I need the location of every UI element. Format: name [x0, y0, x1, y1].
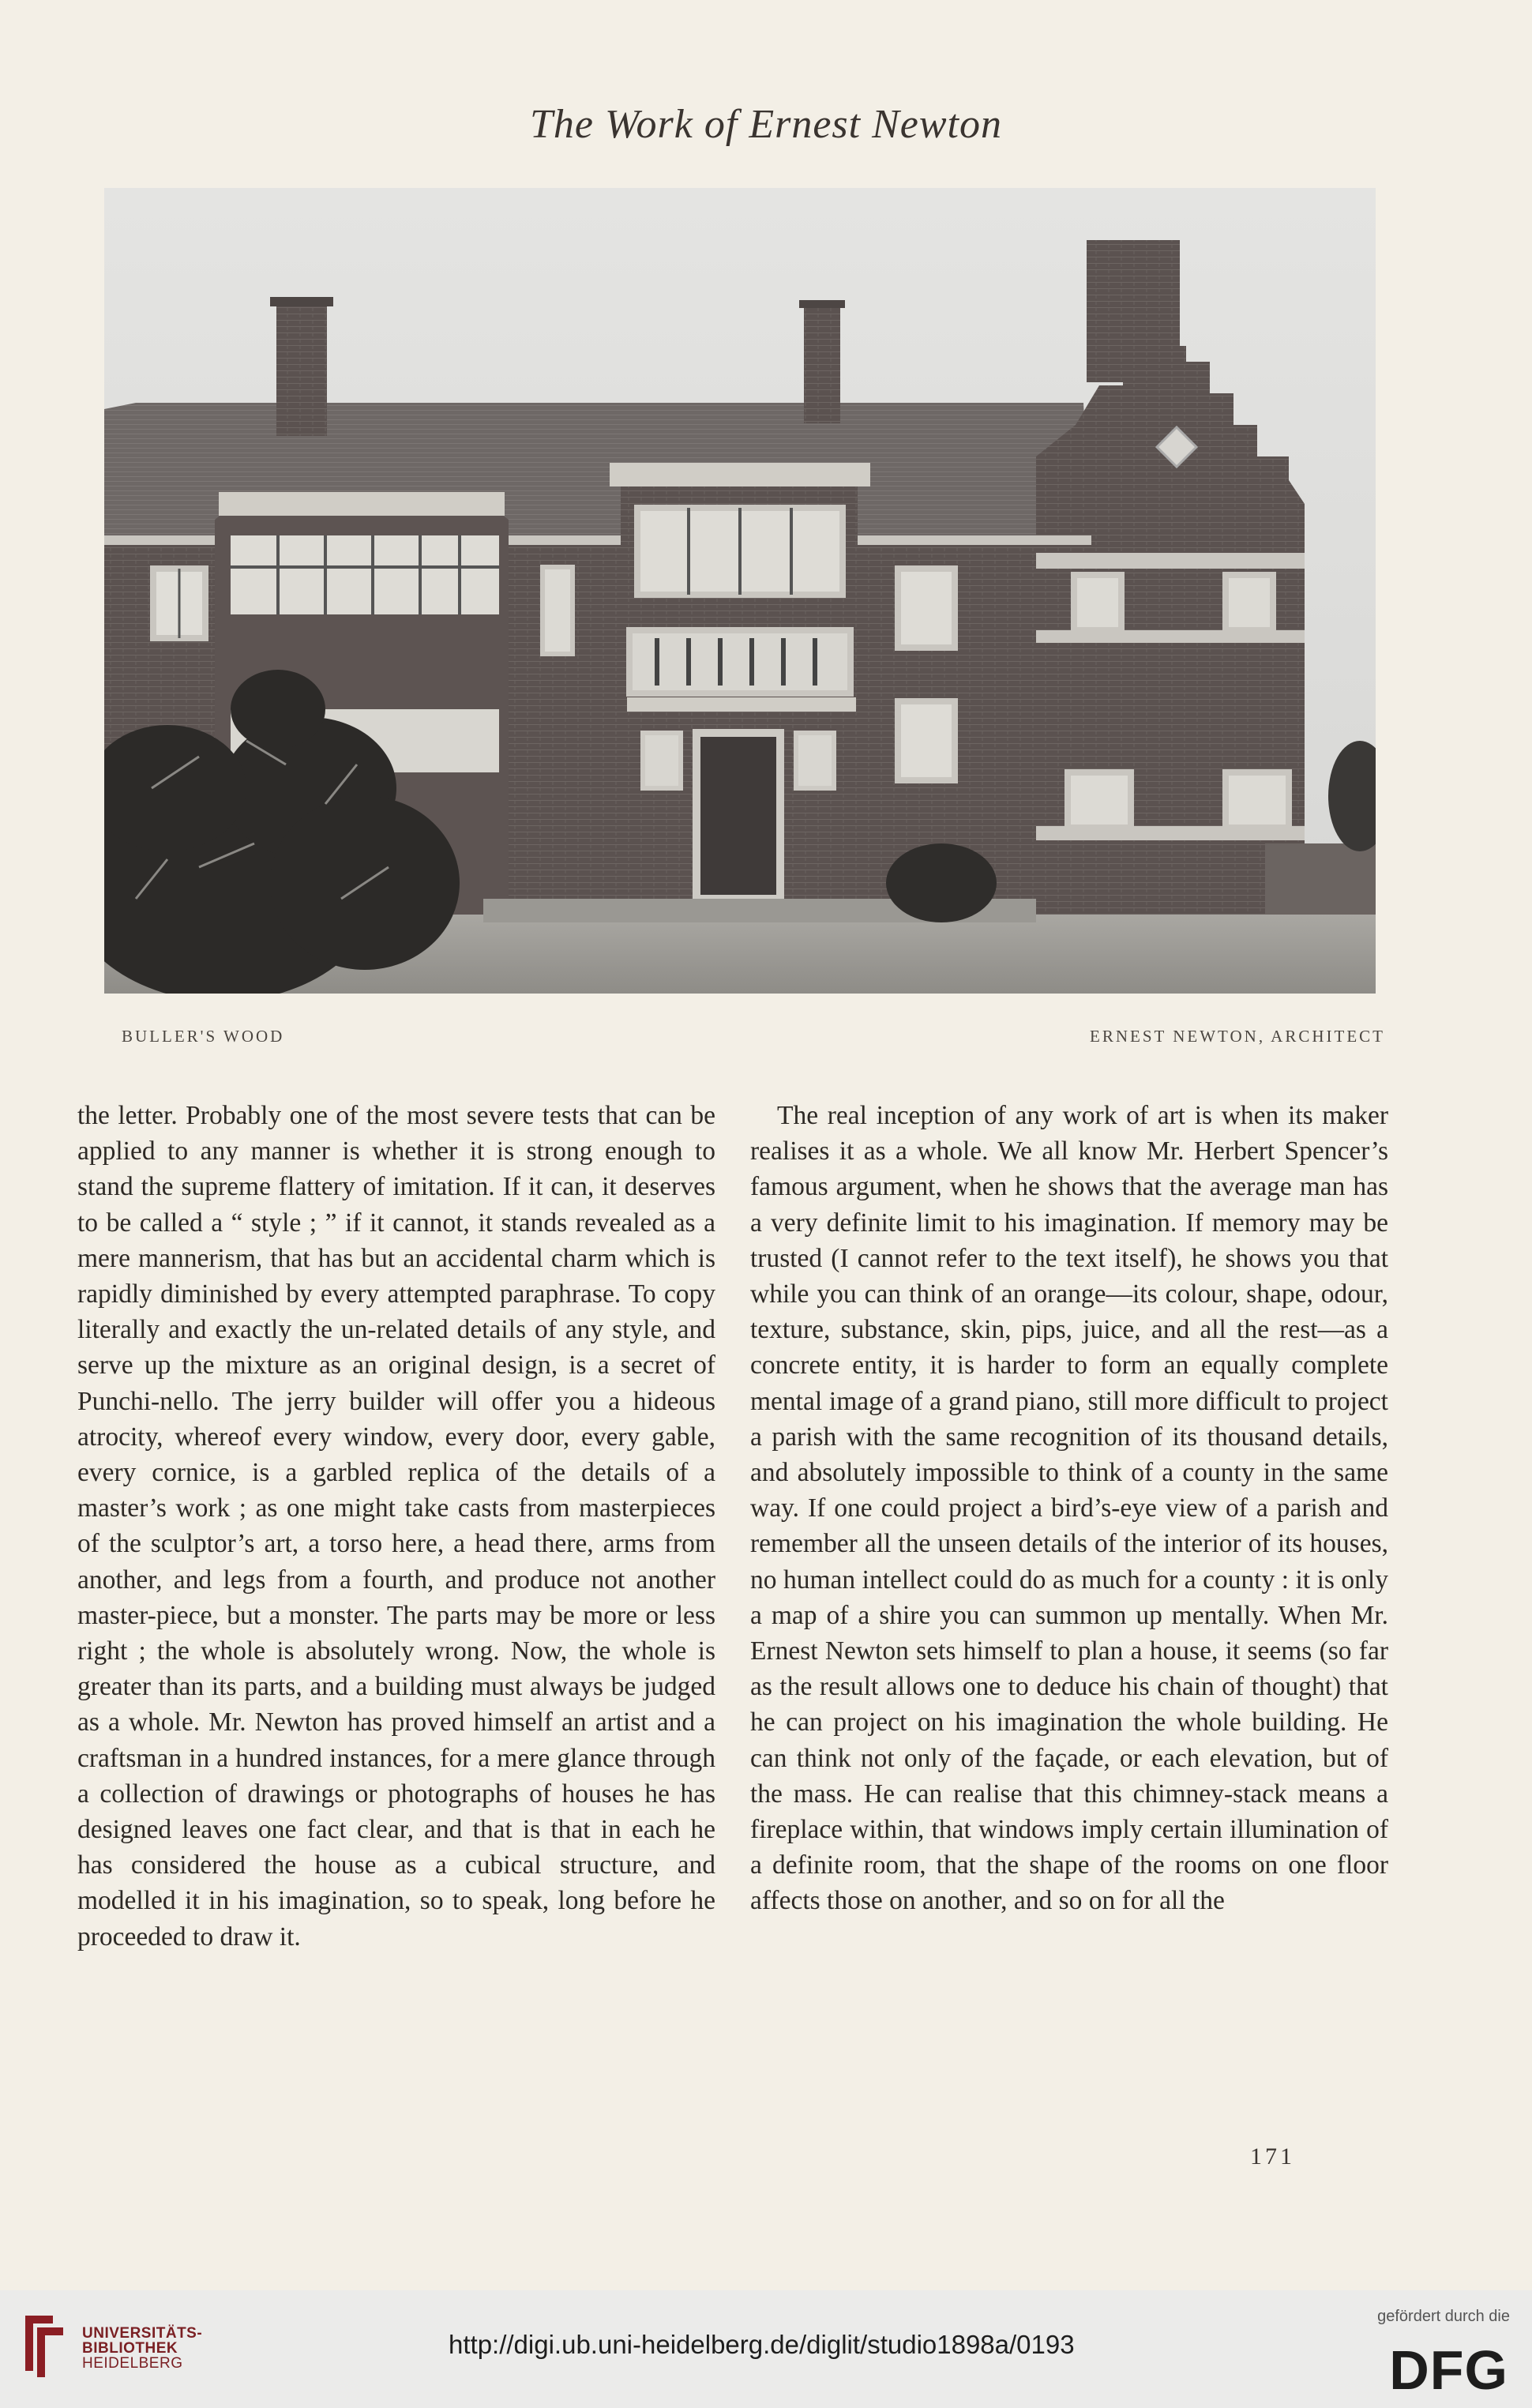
house-photograph — [104, 188, 1376, 994]
caption-right: ERNEST NEWTON, ARCHITECT — [1090, 1027, 1385, 1046]
photograph-plate — [104, 188, 1376, 994]
digitization-footer — [0, 2290, 1532, 2408]
library-name-line: UNIVERSITÄTS- — [82, 2325, 203, 2342]
dfg-logo: DFG — [1389, 2339, 1508, 2401]
text-column-right — [750, 1098, 1388, 1919]
caption-left: BULLER'S WOOD — [122, 1027, 285, 1046]
running-title: The Work of Ernest Newton — [530, 102, 1002, 147]
text-column-left — [77, 1098, 715, 1955]
paragraph: the letter. Probably one of the most severe tests that can be applied to any manner is whether it is strong enough to stand the supreme flattery of imitation. If it can, it deserves to be called a “ style ; ” if it cannot, it stands revealed as a mere mannerism, that has but an accidental charm which is rapidly diminished by every attempted paraphrase. To copy literally and exactly the un-related details of any style, and serve up the mixture as an original design, is a secret of Punchi-nello. The jerry builder will offer you a hideous atrocity, whereof every window, every door, every gable, every cornice, is a garbled replica of the details of a master’s work ; as one might take casts from masterpieces of the sculptor’s art, a torso here, a head there, arms from another, and legs from a fourth, and produce not another master-piece, but a monster. The parts may be more or less right ; the whole is absolutely wrong. Now, the whole is greater than its parts, and a building must always be judged as a whole. Mr. Newton has proved himself an artist and a craftsman in a hundred instances, for a mere glance through a collection of drawings or photographs of houses he has designed leaves one fact clear, and that is that in each he has considered the house as a cubical structure, and modelled it in his imagination, so to speak, long before he proceeded to draw it. — [77, 1101, 715, 1952]
page-number: 171 — [1250, 2143, 1295, 2169]
university-library-logo-icon — [17, 2308, 69, 2379]
funding-note: gefördert durch die — [1377, 2308, 1510, 2325]
library-name — [82, 2326, 202, 2371]
paragraph: The real inception of any work of art is when its maker realises it as a whole. We all know Mr. Herbert Spencer’s famous argument, when he shows that the average man has a very definite limit to his imagination. If memory may be trusted (I cannot refer to the text itself), he shows you that while you can think of an orange—its colour, shape, odour, texture, substance, skin, pips, juice, and all the rest—as a concrete entity, it is harder to form an equally complete mental image of a grand piano, still more difficult to project a parish with the same recognition of its thousand details, and absolutely impossible to think of a county in the same way. If one could project a bird’s-eye view of a parish and remember all the unseen details of the interior of its houses, no human intellect could do as much for a county : it is only a map of a shire you can summon up mentally. When Mr. Ernest Newton sets himself to plan a house, it seems (so far as the result allows one to deduce his chain of thought) that he can project on his imagination the whole building. He can think not only of the façade, or each elevation, but of the mass. He can realise that this chimney-stack means a fireplace within, that windows imply certain illumination of a definite room, that the shape of the rooms on one floor affects those on another, and so on for all the — [750, 1101, 1388, 1916]
library-name-line: BIBLIOTHEK — [82, 2340, 178, 2357]
library-name-line: HEIDELBERG — [82, 2355, 183, 2372]
source-url[interactable]: http://digi.ub.uni-heidelberg.de/diglit/studio1898a/0193 — [449, 2330, 1075, 2359]
